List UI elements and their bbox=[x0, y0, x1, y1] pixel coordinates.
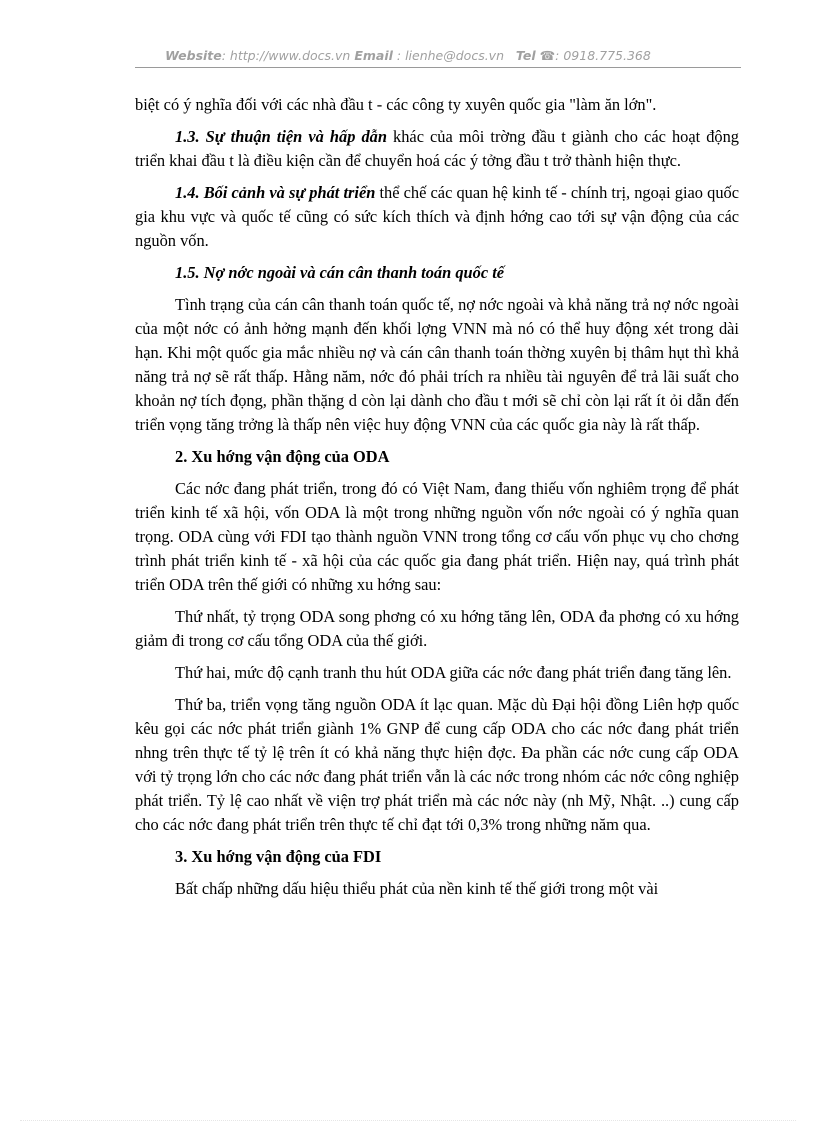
section-2-title: 2. Xu hớng vận động của ODA bbox=[175, 447, 390, 466]
tel-value: : 0918.775.368 bbox=[555, 48, 651, 63]
paragraph-intro: biệt có ý nghĩa đối với các nhà đầu t - các công ty xuyên quốc gia "làm ăn lớn". bbox=[135, 95, 657, 114]
section-1-4-title: 1.4. Bối cảnh và sự phát triển bbox=[175, 183, 376, 202]
tel-label: Tel bbox=[515, 48, 536, 63]
header-divider bbox=[135, 67, 741, 68]
email-link[interactable]: : lienhe@docs.vn bbox=[392, 48, 504, 63]
section-1-3-text: khác của môi trờng đầu t giành cho các hoạt động triển khai đầu t là điều kiện cần để chuyển hoá các ý tởng đầu t trở thành hiện thực. bbox=[135, 127, 739, 170]
section-1-3 bbox=[135, 125, 739, 173]
footer-divider bbox=[20, 1120, 796, 1121]
section-3-title: 3. Xu hớng vận động của FDI bbox=[175, 847, 382, 866]
section-1-5-title: 1.5. Nợ nớc ngoài và cán cân thanh toán quốc tế bbox=[175, 263, 505, 282]
section-2-paragraph-3: Thứ hai, mức độ cạnh tranh thu hút ODA giữa các nớc đang phát triển đang tăng lên. bbox=[175, 663, 732, 682]
section-2-paragraph-2: Thứ nhất, tỷ trọng ODA song phơng có xu hớng tăng lên, ODA đa phơng có xu hớng giảm đi trong cơ cấu tổng ODA của thế giới. bbox=[135, 607, 739, 650]
section-2-paragraph-1: Các nớc đang phát triển, trong đó có Việt Nam, đang thiếu vốn nghiêm trọng để phát triển kinh tế xã hội, vốn ODA là một trong những nguồn vốn nớc ngoài có ý nghĩa quan trọng. ODA cùng với FDI tạo thành nguồn VNN trong tổng cơ cấu vốn phục vụ cho chơng trình phát triển kinh tế - xã hội của các quốc gia đang phát triển. Hiện nay, quá trình phát triển ODA trên thế giới có những xu hớng sau: bbox=[135, 479, 739, 594]
section-1-5-text: Tình trạng của cán cân thanh toán quốc tế, nợ nớc ngoài và khả năng trả nợ nớc ngoài của một nớc có ảnh hởng mạnh đến khối lợng VNN mà nó có thể huy động xét trong dài hạn. Khi một quốc gia mắc nhiều nợ và cán cân thanh toán thờng xuyên bị thâm hụt thì khả năng trả nợ sẽ rất thấp. Hằng năm, nớc đó phải trích ra nhiều tài nguyên để trả lãi suất cho khoản nợ tích đọng, phần thặng d còn lại dành cho đầu t mới sẽ chỉ còn lại rất ít ỏi dẫn đến triển vọng tăng trởng là thấp nên việc huy động VNN của các quốc gia này là rất thấp. bbox=[135, 295, 739, 434]
website-label: Website bbox=[165, 48, 222, 63]
website-link[interactable]: : http://www.docs.vn bbox=[221, 48, 351, 63]
section-2-paragraph-4: Thứ ba, triển vọng tăng nguồn ODA ít lạc quan. Mặc dù Đại hội đồng Liên hợp quốc kêu gọi các nớc phát triển giành 1% GNP để cung cấp ODA cho các nớc đang phát triển nhng trên thực tế tỷ lệ trên ít có khả năng thực hiện đợc. Đa phần các nớc cung cấp ODA với tỷ trọng lớn cho các nớc đang phát triển vẫn là các nớc trong nhóm các nớc công nghiệp phát triển. Tỷ lệ cao nhất về viện trợ phát triển mà các nớc này (nh Mỹ, Nhật. ..) cung cấp cho các nớc đang phát triển trên thực tế chỉ đạt tới 0,3% trong những năm qua. bbox=[135, 695, 739, 834]
section-1-4 bbox=[135, 181, 739, 253]
document-body bbox=[135, 93, 739, 909]
section-1-4-text: thể chế các quan hệ kinh tế - chính trị, ngoại giao quốc gia khu vực và quốc tế cũng có sức kích thích và định hớng cao tới sự vận động của các nguồn vốn. bbox=[135, 183, 739, 250]
email-label: Email bbox=[354, 48, 393, 63]
section-1-3-title: 1.3. Sự thuận tiện và hấp dẫn bbox=[175, 127, 387, 146]
section-3-paragraph-1: Bất chấp những dấu hiệu thiểu phát của nền kinh tế thế giới trong một vài bbox=[175, 879, 659, 898]
phone-icon: ☎ bbox=[539, 48, 556, 63]
page-header bbox=[0, 48, 816, 63]
